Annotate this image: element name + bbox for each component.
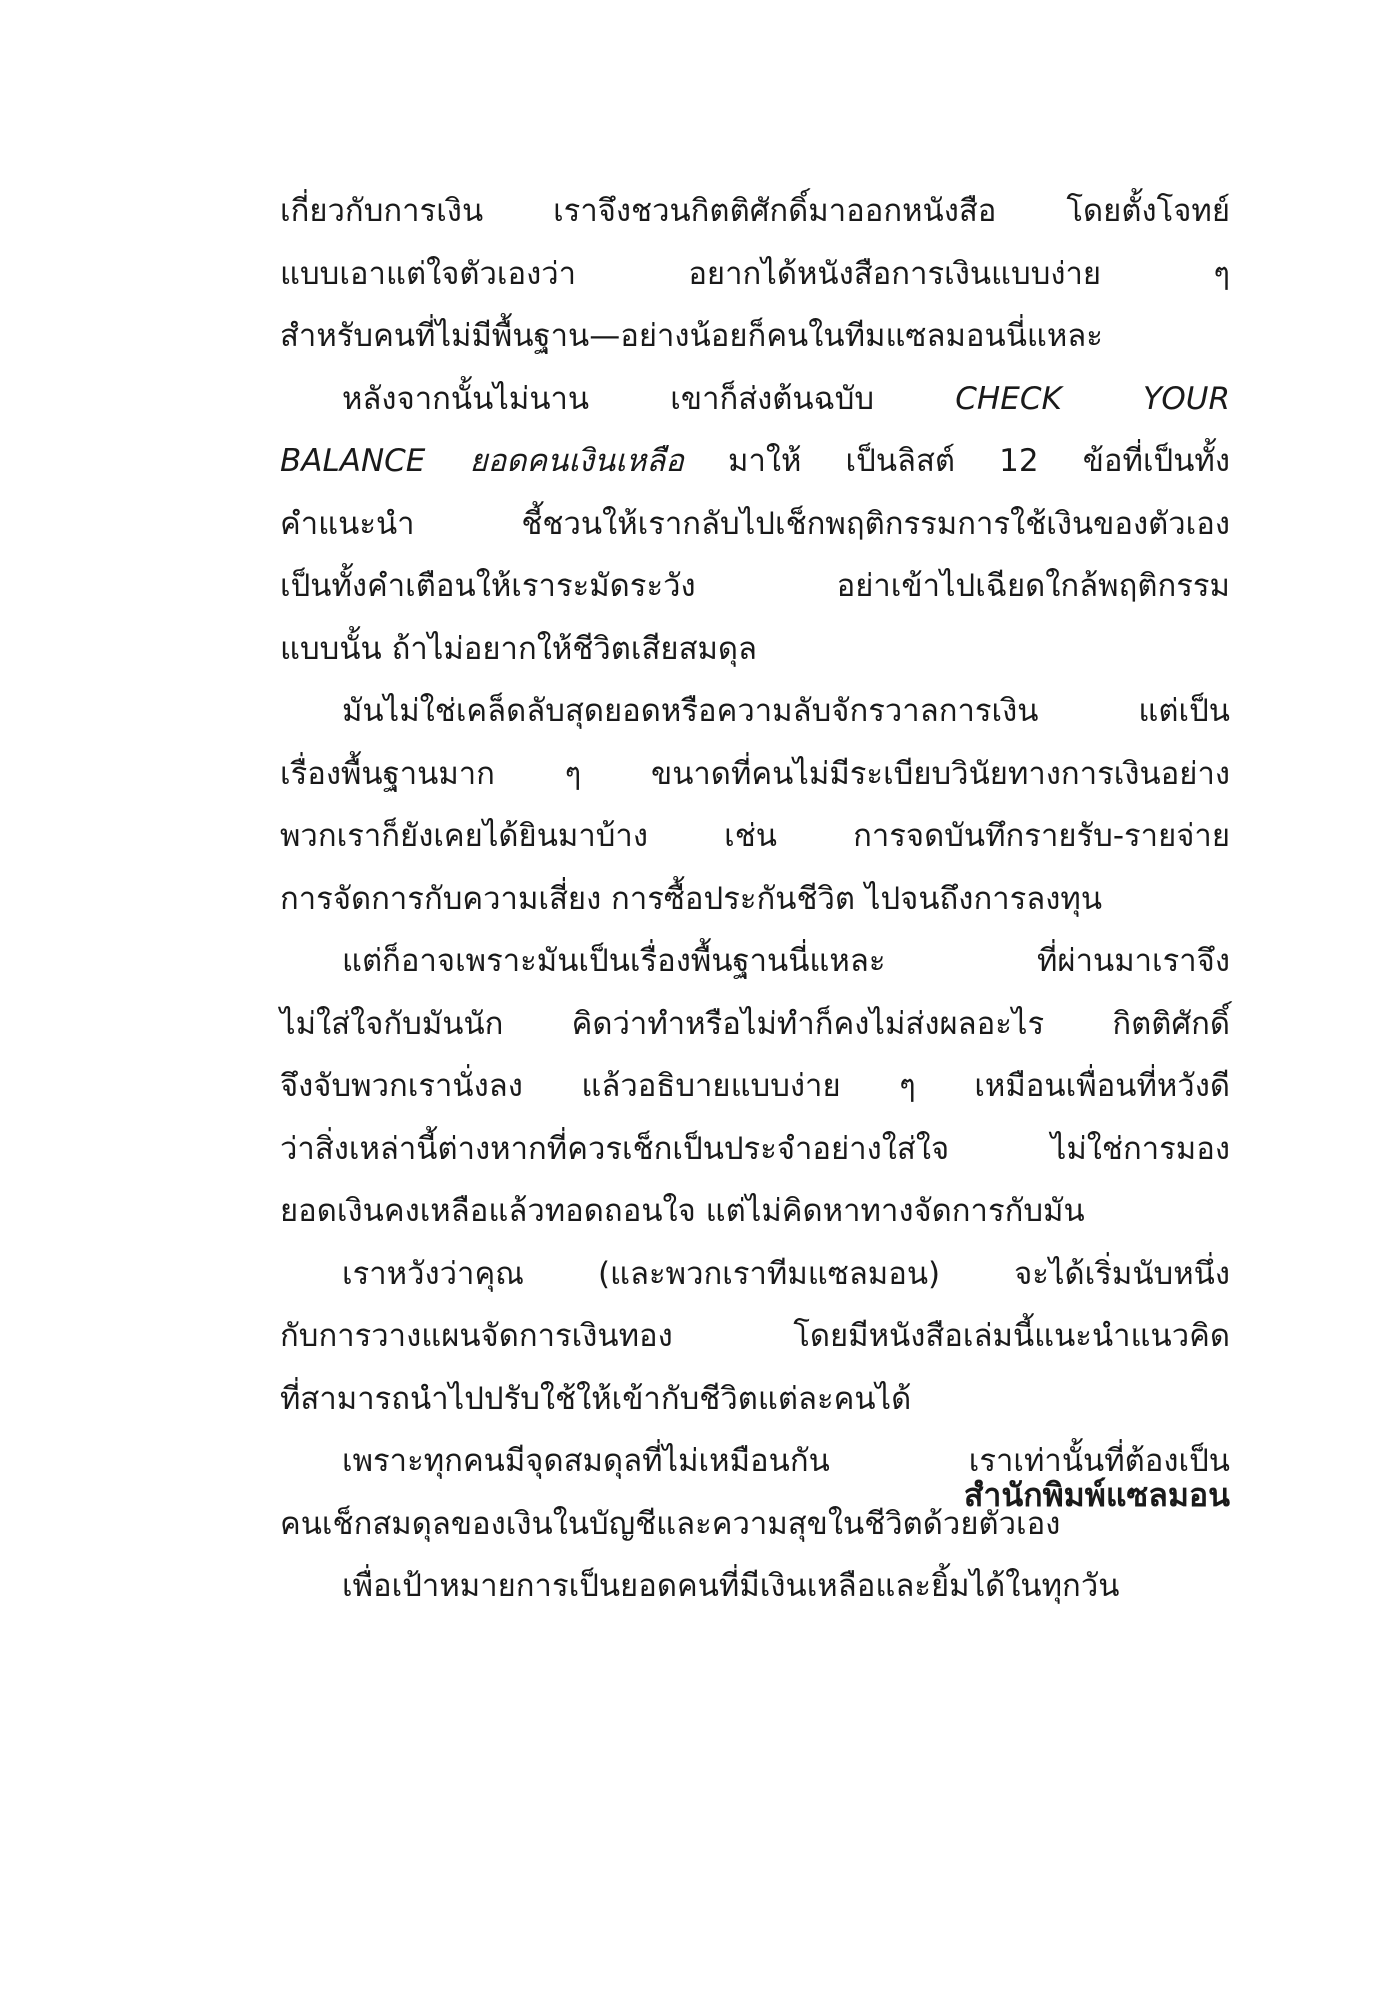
- text-fragment: หลังจากนั้นไม่นาน เขาก็ส่งต้นฉบับ: [342, 380, 956, 417]
- text-line: แบบนั้น ถ้าไม่อยากให้ชีวิตเสียสมดุล: [280, 630, 758, 667]
- text-line: เป็นทั้งคำเตือนให้เราระมัดระวัง อย่าเข้าไปเฉียดใกล้พฤติกรรม: [280, 568, 1230, 604]
- text-line: ไม่ใส่ใจกับมันนัก คิดว่าทำหรือไม่ทำก็คงไม่ส่งผลอะไร กิตติศักดิ์: [280, 1005, 1230, 1042]
- text-line: ที่สามารถนำไปปรับใช้ให้เข้ากับชีวิตแต่ละคนได้: [280, 1380, 912, 1417]
- text-line: ว่าสิ่งเหล่านี้ต่างหากที่ควรเช็กเป็นประจำอย่างใส่ใจ ไม่ใช่การมอง: [280, 1130, 1230, 1167]
- body-text: [280, 180, 1230, 1618]
- page-content: [280, 180, 1230, 1940]
- text-line: เราหวังว่าคุณ (และพวกเราทีมแซลมอน) จะได้เริ่มนับหนึ่ง: [342, 1255, 1230, 1292]
- text-fragment: มาให้ เป็นลิสต์ 12 ข้อที่เป็นทั้ง: [683, 443, 1231, 479]
- text-line: คนเช็กสมดุลของเงินในบัญชีและความสุขในชีวิตด้วยตัวเอง: [280, 1505, 1061, 1542]
- text-line: แต่ก็อาจเพราะมันเป็นเรื่องพื้นฐานนี่แหละ ที่ผ่านมาเราจึง: [342, 943, 1230, 979]
- text-line: คำแนะนำ ชี้ชวนให้เรากลับไปเช็กพฤติกรรมการใช้เงินของตัวเอง: [280, 505, 1230, 542]
- text-line: [280, 430, 1230, 493]
- text-line: เรื่องพื้นฐานมาก ๆ ขนาดที่คนไม่มีระเบียบวินัยทางการเงินอย่าง: [280, 755, 1230, 792]
- book-title-en: CHECK YOUR: [955, 380, 1230, 417]
- text-line: แบบเอาแต่ใจตัวเองว่า อยากได้หนังสือการเงินแบบง่าย ๆ: [280, 255, 1230, 292]
- text-line: สำหรับคนที่ไม่มีพื้นฐาน—อย่างน้อยก็คนในทีมแซลมอนนี่แหละ: [280, 318, 1103, 354]
- text-line: เกี่ยวกับการเงิน เราจึงชวนกิตติศักดิ์มาออกหนังสือ โดยตั้งโจทย์: [280, 193, 1230, 229]
- text-line: เพื่อเป้าหมายการเป็นยอดคนที่มีเงินเหลือและยิ้มได้ในทุกวัน: [342, 1568, 1120, 1604]
- text-line: เพราะทุกคนมีจุดสมดุลที่ไม่เหมือนกัน เราเท่านั้นที่ต้องเป็น: [342, 1443, 1230, 1479]
- text-line: ยอดเงินคงเหลือแล้วทอดถอนใจ แต่ไม่คิดหาทางจัดการกับมัน: [280, 1193, 1085, 1229]
- book-title: BALANCE ยอดคนเงินเหลือ: [280, 443, 684, 479]
- text-line: กับการวางแผนจัดการเงินทอง โดยมีหนังสือเล่มนี้แนะนำแนวคิด: [280, 1318, 1230, 1354]
- text-line: จึงจับพวกเรานั่งลง แล้วอธิบายแบบง่าย ๆ เหมือนเพื่อนที่หวังดี: [280, 1068, 1230, 1104]
- publisher-signature: สำนักพิมพ์แซลมอน: [963, 1476, 1230, 1514]
- text-line: พวกเราก็ยังเคยได้ยินมาบ้าง เช่น การจดบันทึกรายรับ-รายจ่าย: [280, 818, 1230, 854]
- text-line: มันไม่ใช่เคล็ดลับสุดยอดหรือความลับจักรวาลการเงิน แต่เป็น: [342, 693, 1230, 729]
- text-line: การจัดการกับความเสี่ยง การซื้อประกันชีวิต ไปจนถึงการลงทุน: [280, 880, 1103, 917]
- text-line: [280, 368, 1230, 431]
